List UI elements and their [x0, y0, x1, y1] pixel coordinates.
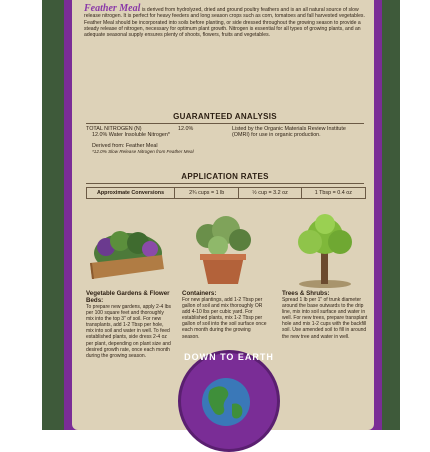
rates-heading: APPLICATION RATES — [181, 172, 269, 181]
analysis-footnote: *12.0% Slow Release Nitrogen from Feather Meal — [92, 149, 194, 154]
column-body: To prepare new gardens, apply 2-4 lbs per 100 square feet and thoroughly mix into the top 3" of soil. For new transplants, add 1-2 Tbsp per hole, mix into soil and water in well. To feed established plants, side dress 2-4 oz per plant, depending on plant size and desired growth rate, once each month during the growing season. — [86, 304, 172, 359]
conversions-label: Approximate Conversions — [87, 188, 175, 198]
analysis-heading: GUARANTEED ANALYSIS — [173, 112, 277, 121]
analysis-divider — [86, 123, 364, 124]
conversion-half-cup: ½ cup = 3.2 oz — [239, 188, 301, 198]
total-nitrogen-value: 12.0% — [178, 126, 194, 132]
conversion-tbsp: 1 Tbsp = 0.4 oz — [314, 190, 352, 196]
column-title: Vegetable Gardens & Flower Beds: — [86, 290, 170, 304]
column-body: For new plantings, add 1-2 Tbsp per gallon of soil and mix thoroughly OR add 4-10 lbs per cubic yard. For established plants, mix 1-2 Tbsp per gallon of soil into the soil surface once each month during the growing season. — [182, 297, 267, 340]
tree-illustration — [288, 212, 362, 290]
omri-statement: Listed by the Organic Materials Review Institute (OMRI) for use in organic production. — [232, 126, 346, 139]
intro-paragraph — [84, 3, 366, 39]
globe-icon — [202, 378, 250, 426]
total-nitrogen-label: TOTAL NITROGEN (N) — [86, 126, 142, 132]
vegetable-garden-illustration — [86, 205, 166, 285]
column-trees-shrubs — [282, 290, 368, 340]
intro-body: is derived from hydrolyzed, dried and ground poultry feathers and is an all natural source of slow release nitrogen. It is perfect for heavy feeders and long season crops such as corn, tomatoes and fall harvested vegetables. Feather Meal should be incorporated into soils before planting, or side dressed throughout the growing season to provide a steady release of nitrogen, necessary for optimum plant growth. Nitrogen is essential for all types of growing plants, and an adequate seasonal supply ensures plenty of shoots, flowers, fruits and vegetables. — [84, 7, 365, 39]
water-insoluble-nitrogen: 12.0% Water Insoluble Nitrogen* — [92, 132, 171, 138]
conversion-cups: 2¾ cups = 1 lb — [175, 188, 239, 198]
brand-name: Feather Meal — [84, 3, 141, 14]
column-title: Containers: — [182, 290, 217, 297]
brand-logo-text: DOWN TO EARTH — [184, 352, 274, 362]
column-vegetable-gardens — [86, 290, 172, 359]
column-body: Spread 1 lb per 1" of trunk diameter around the base outwards to the drip line, mix into soil surface and water in well. For new trees, prepare transplant hole and mix 1-2 cups with the backfill soil. Use amended soil to fill in around the new tree and water in well. — [282, 297, 368, 340]
rates-divider — [86, 183, 364, 184]
package-background — [400, 0, 430, 430]
column-containers — [182, 290, 268, 340]
conversions-table — [86, 187, 366, 199]
container-plant-illustration — [188, 212, 258, 288]
column-title: Trees & Shrubs: — [282, 290, 330, 297]
derived-from: Derived from: Feather Meal — [92, 143, 158, 149]
